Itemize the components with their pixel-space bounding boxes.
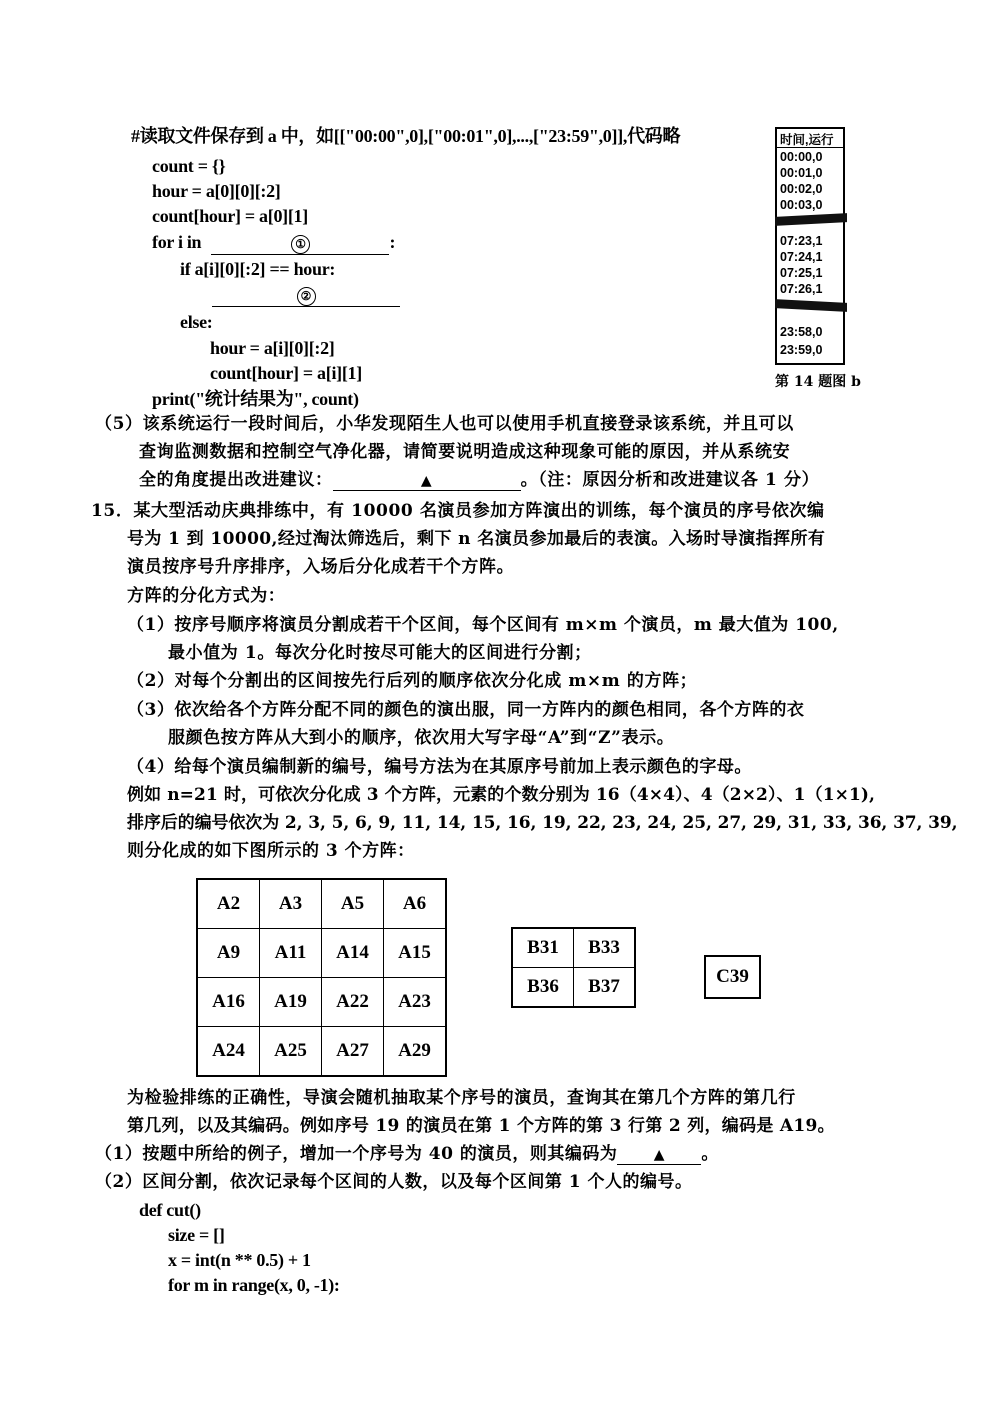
code-line-for: [152, 231, 395, 255]
q14-5-prompt: 全的角度提出改进建议：: [139, 470, 333, 490]
csv-row: 23:59,0: [780, 343, 823, 357]
q15-rule2: （2）对每个分割出的区间按先行后列的顺序依次分化成 m×m 的方阵；: [127, 671, 698, 691]
matrix-cell: A15: [384, 929, 447, 978]
code-text: for i in: [152, 232, 202, 252]
matrix-cell: B33: [574, 928, 636, 968]
q15-example3: 则分化成的如下图所示的 3 个方阵：: [127, 841, 415, 861]
matrix-cell: A16: [197, 978, 260, 1027]
q15-intro-line2: 号为 1 到 10000,经过淘汰筛选后，剩下 n 名演员参加最后的表演。入场时导演指挥所有: [127, 529, 826, 549]
answer-triangle: ▲: [653, 1147, 665, 1163]
q15-example2: 排序后的编号依次为 2, 3, 5, 6, 9, 11, 14, 15, 16, 19, 22, 23, 24, 25, 27, 29, 31, 33, 36, 37, 39,: [127, 813, 958, 833]
answer-blank-q15-1[interactable]: [617, 1145, 701, 1165]
torn-edge: [775, 299, 847, 312]
matrix-cell: A25: [260, 1027, 322, 1077]
q15-example1: 例如 n=21 时，可依次分化成 3 个方阵，元素的个数分别为 16（4×4）、4（2×2）、1（1×1),: [127, 785, 876, 805]
matrix-cell: B37: [574, 968, 636, 1008]
q15-intro-line1: 15．某大型活动庆典排练中，有 10000 名演员参加方阵演出的训练，每个演员的序号依次编: [91, 501, 825, 521]
csv-row: 23:58,0: [780, 325, 823, 339]
matrix-cell: B31: [512, 928, 574, 968]
q14-5-line1: （5）该系统运行一段时间后，小华发现陌生人也可以使用手机直接登录该系统，并且可以: [95, 414, 794, 434]
csv-row: 07:25,1: [780, 266, 823, 280]
code-line: print("统计结果为", count): [152, 389, 359, 409]
q15-intro-line3: 演员按序号升序排序，入场后分化成若干个方阵。: [127, 557, 515, 577]
matrix-cell: A22: [322, 978, 384, 1027]
q14-5-line2: 查询监测数据和控制空气净化器，请简要说明造成这种现象可能的原因，并从系统安: [139, 442, 791, 462]
code-line: hour = a[0][0][:2]: [152, 181, 281, 201]
code-line: def cut(): [139, 1200, 201, 1220]
answer-blank-q14-5[interactable]: [333, 471, 521, 491]
code-comment: #读取文件保存到 a 中，如[["00:00",0],["00:01",0],...,["23:59",0]],代码略: [131, 126, 681, 146]
q15-rule1b: 最小值为 1。每次分化时按尽可能大的区间进行分割；: [168, 643, 592, 663]
q15-rule1a: （1）按序号顺序将演员分割成若干个区间，每个区间有 m×m 个演员，m 最大值为 100,: [127, 615, 839, 635]
matrix-cell: A29: [384, 1027, 447, 1077]
matrix-cell: A6: [384, 879, 447, 929]
csv-row: 00:03,0: [780, 198, 823, 212]
q15-sub1-prompt: （1）按题中所给的例子，增加一个序号为 40 的演员，则其编码为: [95, 1144, 618, 1164]
q15-sub1-end: 。: [701, 1144, 719, 1164]
answer-blank-2[interactable]: [212, 286, 400, 307]
matrix-cell: A14: [322, 929, 384, 978]
code-line: x = int(n ** 0.5) + 1: [168, 1250, 311, 1270]
matrix-cell: A2: [197, 879, 260, 929]
code-line: if a[i][0][:2] == hour:: [180, 259, 336, 279]
code-line-blank: [212, 284, 400, 307]
matrix-b: [511, 927, 636, 1008]
matrix-cell: C39: [705, 956, 760, 998]
code-text: :: [389, 232, 396, 252]
matrix-cell: A5: [322, 879, 384, 929]
code-line: size = []: [168, 1225, 225, 1245]
code-line: count[hour] = a[0][1]: [152, 206, 308, 226]
figure-caption: 第 14 题图 b: [775, 374, 861, 390]
q15-check-line2: 第几列，以及其编码。例如序号 19 的演员在第 1 个方阵的第 3 行第 2 列，编码是 A19。: [127, 1116, 835, 1136]
q15-rule4: （4）给每个演员编制新的编号，编号方法为在其原序号前加上表示颜色的字母。: [127, 757, 752, 777]
matrix-cell: A9: [197, 929, 260, 978]
q15-rule3b: 服颜色按方阵从大到小的顺序，依次用大写字母“A”到“Z”表示。: [168, 728, 675, 748]
q15-sub2: （2）区间分割，依次记录每个区间的人数，以及每个区间第 1 个人的编号。: [95, 1172, 693, 1192]
blank-number-2: ②: [297, 287, 316, 306]
q15-sub1: [95, 1143, 719, 1165]
csv-header: 时间,运行: [780, 133, 834, 147]
matrix-cell: B36: [512, 968, 574, 1008]
answer-blank-1[interactable]: [211, 233, 389, 255]
csv-row: 00:01,0: [780, 166, 823, 180]
code-line: hour = a[i][0][:2]: [210, 338, 335, 358]
q15-rule3a: （3）依次给各个方阵分配不同的颜色的演出服，同一方阵内的颜色相同，各个方阵的衣: [127, 700, 805, 720]
q15-check-line1: 为检验排练的正确性，导演会随机抽取某个序号的演员，查询其在第几个方阵的第几行: [127, 1088, 796, 1108]
matrix-a: [196, 878, 447, 1077]
matrix-cell: A24: [197, 1027, 260, 1077]
torn-edge: [775, 213, 847, 226]
csv-row: 07:26,1: [780, 282, 823, 296]
matrix-cell: A19: [260, 978, 322, 1027]
blank-number-1: ①: [291, 235, 310, 254]
q14-5-line3: [139, 469, 819, 491]
matrix-cell: A27: [322, 1027, 384, 1077]
matrix-cell: A11: [260, 929, 322, 978]
csv-data-figure: [775, 127, 845, 365]
csv-row: 00:02,0: [780, 182, 823, 196]
q14-5-note: 。（注：原因分析和改进建议各 1 分）: [520, 470, 820, 490]
answer-triangle: ▲: [420, 473, 433, 489]
q15-rules-heading: 方阵的分化方式为：: [127, 586, 286, 606]
csv-row: 07:24,1: [780, 250, 823, 264]
matrix-c: [704, 955, 761, 999]
code-line: for m in range(x, 0, -1):: [168, 1275, 340, 1295]
code-line: count[hour] = a[i][1]: [210, 363, 362, 383]
csv-row: 07:23,1: [780, 234, 823, 248]
matrix-cell: A23: [384, 978, 447, 1027]
matrix-cell: A3: [260, 879, 322, 929]
code-line: count = {}: [152, 156, 226, 176]
code-line: else:: [180, 312, 213, 332]
csv-row: 00:00,0: [780, 150, 823, 164]
